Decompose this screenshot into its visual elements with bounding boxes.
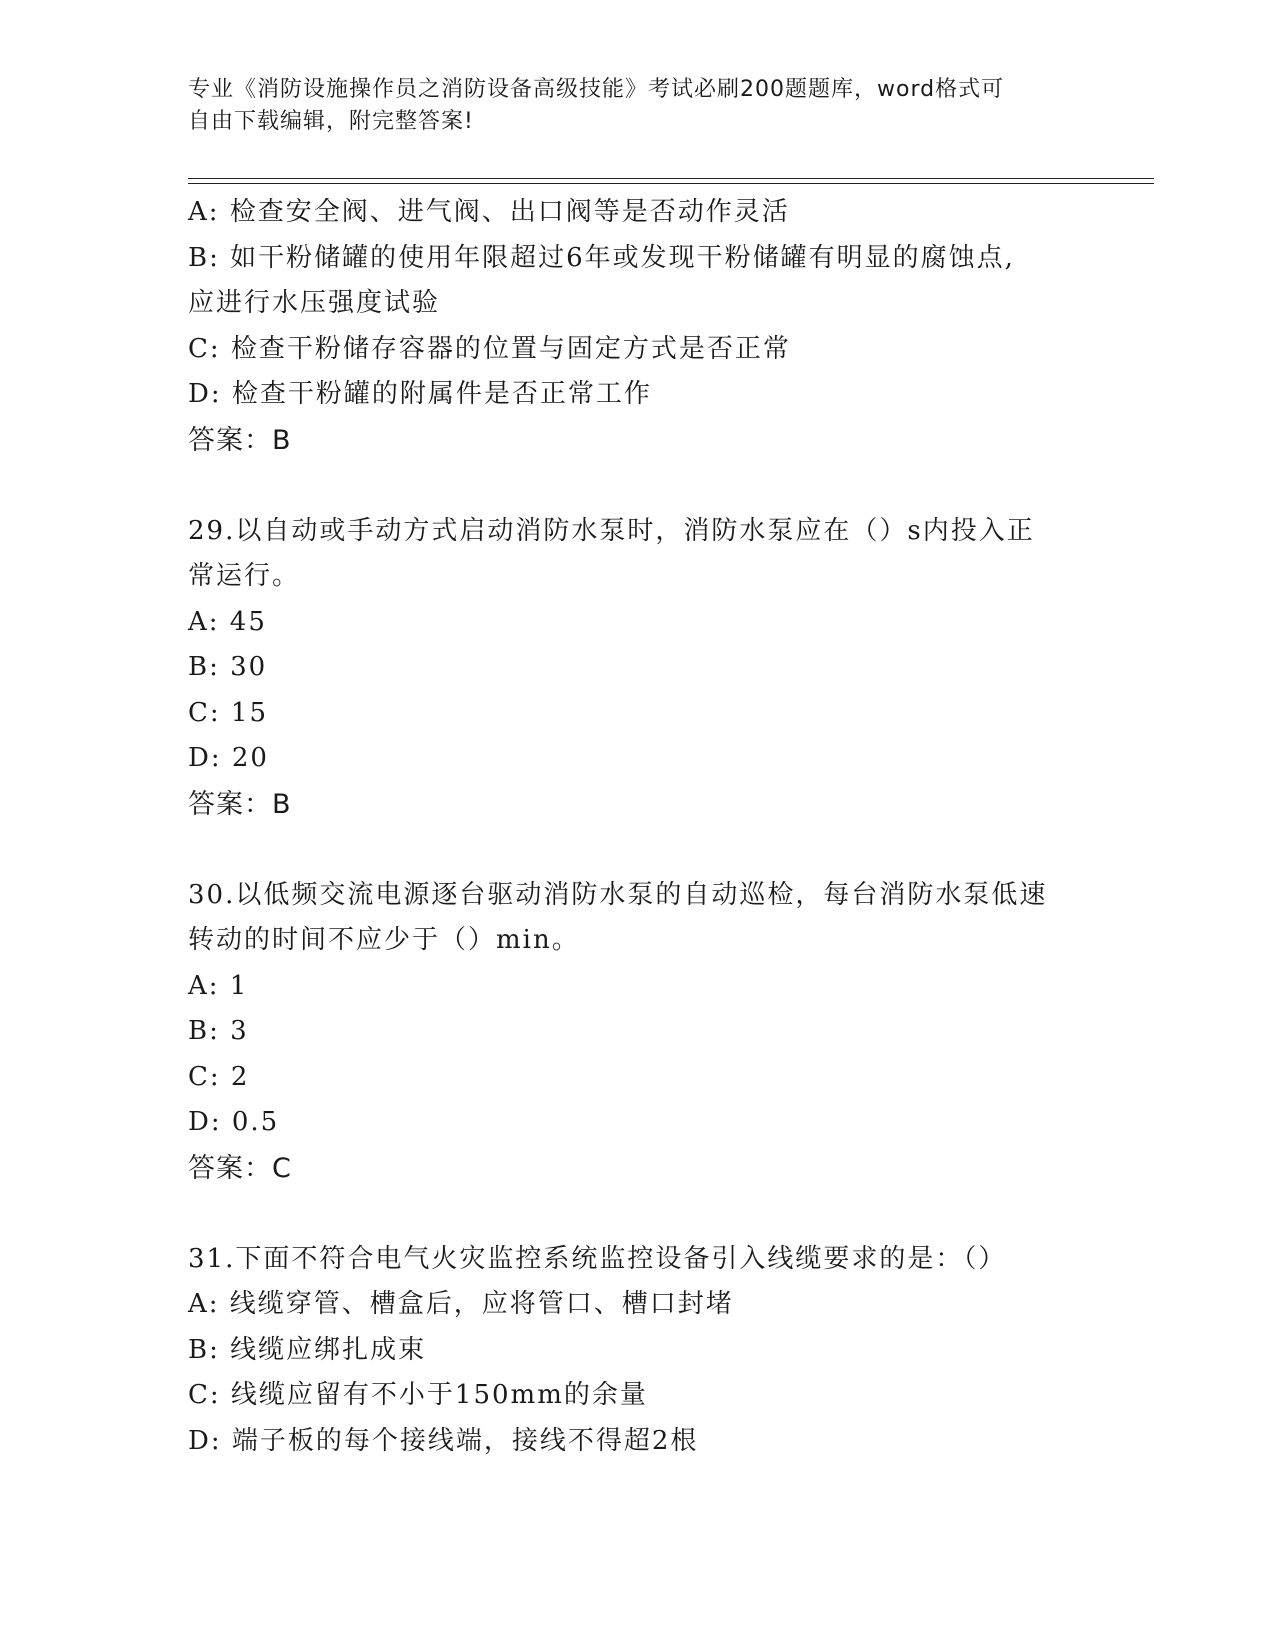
option-d: D: 端子板的每个接线端，接线不得超2根 [188,1425,699,1456]
question-stem-continued: 常运行。 [188,561,301,591]
answer: 答案：C [188,1152,292,1184]
question-stem: 30.以低频交流电源逐台驱动消防水泵的自动巡检，每台消防水泵低速 [188,879,1048,910]
question-29 [188,509,1088,828]
option-d: D: 0.5 [188,1107,280,1137]
option-b: B: 30 [188,652,268,682]
option-c: C: 15 [188,697,269,728]
option-b-continued: 应进行水压强度试验 [188,288,441,318]
option-d: D: 20 [188,743,269,773]
header-divider-bottom [188,183,1154,184]
option-b: B: 如干粉储罐的使用年限超过6年或发现干粉储罐有明显的腐蚀点, [188,242,1015,273]
option-c: C: 线缆应留有不小于150mm的余量 [188,1380,648,1410]
option-a: A: 线缆穿管、槽盒后，应将管口、槽口封堵 [188,1289,734,1319]
question-30 [188,873,1088,1192]
option-a: A: 45 [188,606,267,637]
question-stem: 29.以自动或手动方式启动消防水泵时，消防水泵应在（）s内投入正 [188,515,1035,546]
question-stem: 31.下面不符合电气火灾监控系统监控设备引入线缆要求的是：（） [188,1243,1007,1274]
document-header [188,74,1068,138]
option-b: B: 3 [188,1016,249,1046]
option-b: B: 线缆应绑扎成束 [188,1334,427,1365]
question-28-continuation [188,190,1088,463]
header-divider-top [188,178,1154,179]
answer: 答案：B [188,788,292,820]
header-line-1: 专业《消防设施操作员之消防设备高级技能》考试必刷200题题库，word格式可 [188,77,1005,102]
option-a: A: 1 [188,970,249,1001]
answer: 答案：B [188,424,292,456]
document-body [188,190,1088,1464]
question-stem-continued: 转动的时间不应少于（）min。 [188,925,580,955]
option-a: A: 检查安全阀、进气阀、出口阀等是否动作灵活 [188,197,790,227]
option-d: D: 检查干粉罐的附属件是否正常工作 [188,379,652,409]
question-31 [188,1237,1088,1465]
option-c: C: 2 [188,1061,250,1092]
header-line-2: 自由下载编辑，附完整答案! [188,109,474,134]
option-c: C: 检查干粉储存容器的位置与固定方式是否正常 [188,333,791,364]
